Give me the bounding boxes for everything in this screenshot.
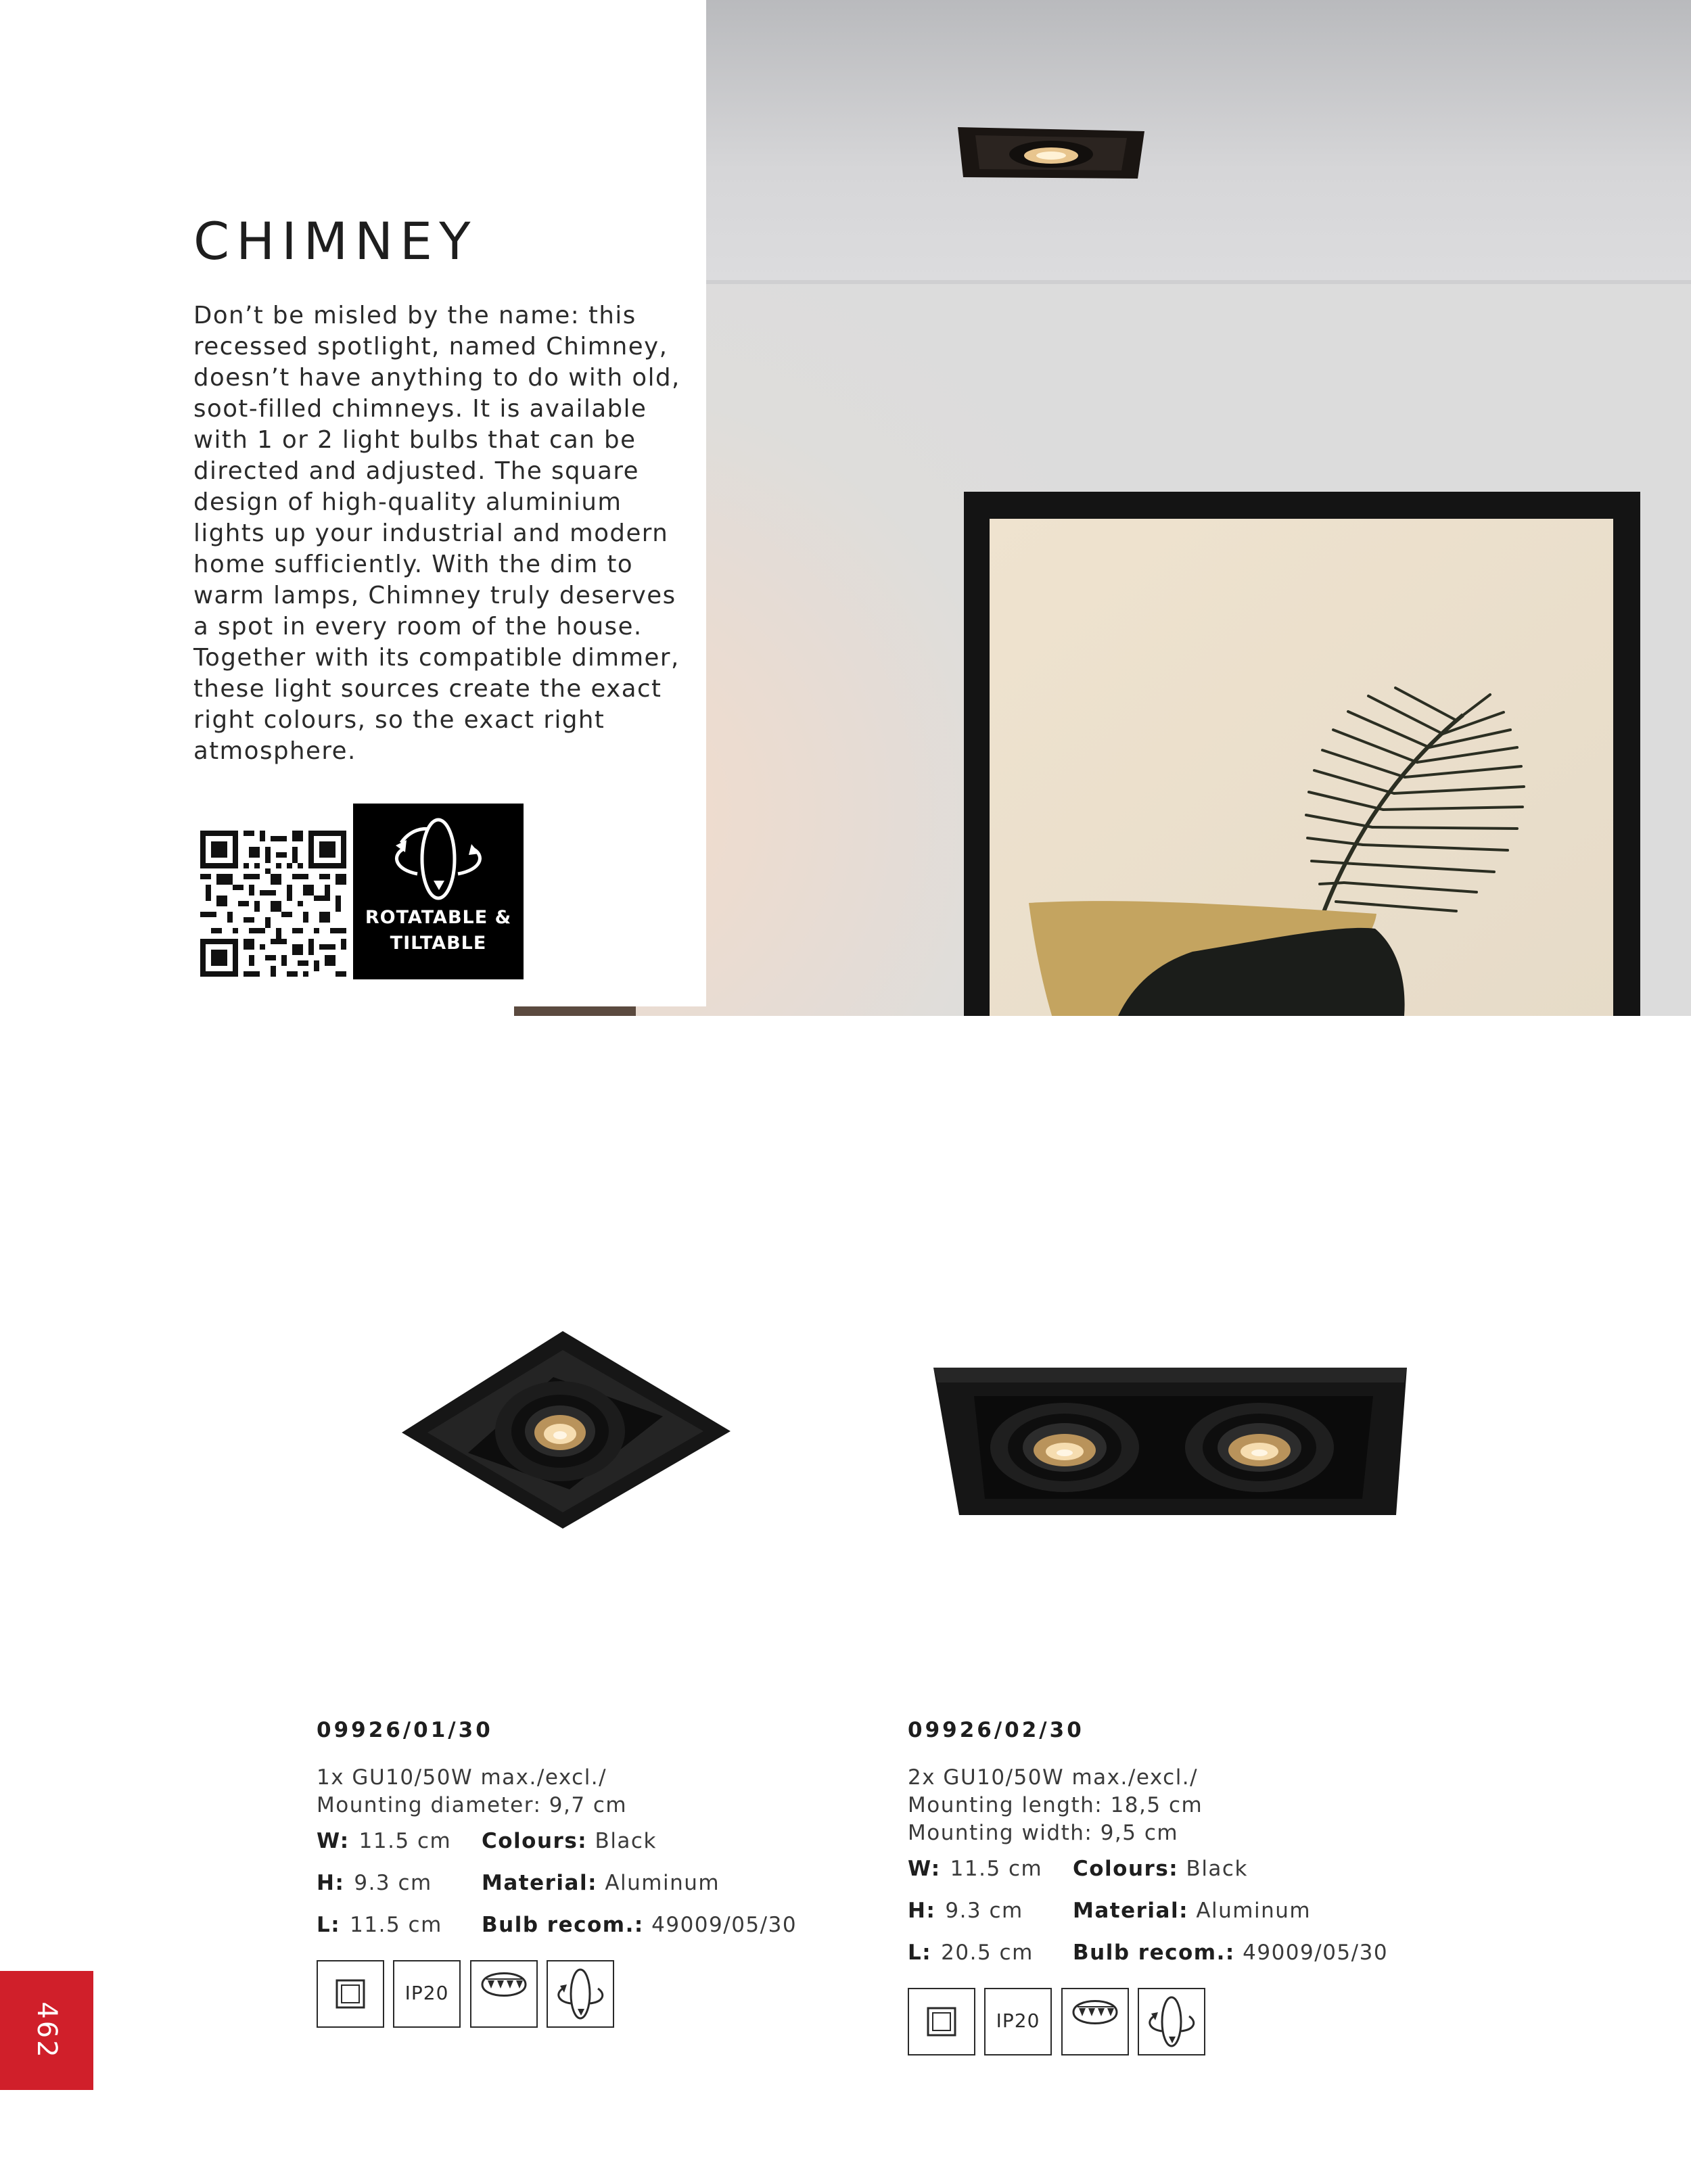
description-line: right colours, so the exact right (193, 706, 605, 734)
rotate-tilt-icon (1138, 1988, 1205, 2055)
description-line: lights up your industrial and modern (193, 519, 669, 547)
description-line: recessed spotlight, named Chimney, (193, 333, 668, 361)
ip-rating-icon (984, 1988, 1052, 2055)
material-label: Material: (482, 1871, 597, 1895)
spec-line: Mounting width: 9,5 cm (908, 1821, 1179, 1845)
badge-label-line: TILTABLE (390, 933, 487, 954)
spec-lines (317, 1764, 871, 1819)
length-label: L: (317, 1913, 341, 1937)
badge-label-line: ROTATABLE & (365, 907, 512, 928)
description-line: atmosphere. (193, 737, 356, 765)
recessed-mount-icon (908, 1988, 975, 2055)
width-label: W: (908, 1857, 941, 1881)
card-corner (514, 0, 706, 181)
product-code: 09926/02/30 (908, 1718, 1084, 1742)
colours-value: Black (1186, 1857, 1248, 1881)
page-number-tab (0, 1971, 93, 2090)
rotatable-tiltable-badge (353, 804, 524, 979)
colours-label: Colours: (1073, 1857, 1179, 1881)
description-line: a spot in every room of the house. (193, 613, 643, 641)
bulb-value: 49009/05/30 (651, 1913, 797, 1937)
rotate-tilt-icon (390, 816, 486, 902)
bulb-label: Bulb recom.: (1073, 1941, 1235, 1965)
product-spec-1 (317, 1718, 871, 2028)
dimension-table (908, 1857, 1462, 1982)
palm-leaf-vase-artwork (990, 519, 1613, 1016)
description-line: directed and adjusted. The square (193, 457, 639, 485)
length-value: 20.5 cm (941, 1941, 1034, 1965)
spec-lines (908, 1764, 1462, 1847)
artwork-canvas (990, 519, 1613, 1016)
product-code: 09926/01/30 (317, 1718, 493, 1742)
product-spec-2 (908, 1718, 1462, 2055)
width-value: 11.5 cm (358, 1829, 452, 1853)
spec-line: Mounting length: 18,5 cm (908, 1793, 1203, 1817)
height-label: H: (317, 1871, 345, 1895)
ip-rating: IP20 (404, 1982, 449, 2004)
length-label: L: (908, 1941, 932, 1965)
product-image-double (932, 1366, 1408, 1516)
dim-row-h (317, 1871, 871, 1913)
spec-line: Mounting diameter: 9,7 cm (317, 1793, 628, 1817)
dimension-table (317, 1829, 871, 1955)
height-value: 9.3 cm (945, 1899, 1023, 1923)
description-line: with 1 or 2 light bulbs that can be (193, 426, 636, 454)
description (193, 300, 694, 767)
description-line: these light sources create the exact (193, 675, 662, 703)
dim-row-w (908, 1857, 1462, 1899)
colours-value: Black (595, 1829, 657, 1853)
product-image-single (400, 1330, 732, 1533)
description-line: soot-filled chimneys. It is available (193, 395, 647, 423)
intro-card (0, 0, 706, 1006)
spec-line: 1x GU10/50W max./excl./ (317, 1765, 607, 1790)
ip-rating-icon (393, 1960, 461, 2028)
qr-code-icon[interactable] (200, 831, 346, 977)
description-line: warm lamps, Chimney truly deserves (193, 582, 676, 609)
framed-artwork (964, 492, 1640, 1016)
spec-line: 2x GU10/50W max./excl./ (908, 1765, 1199, 1790)
width-value: 11.5 cm (950, 1857, 1043, 1881)
bulb-value: 49009/05/30 (1243, 1941, 1389, 1965)
description-line: doesn’t have anything to do with old, (193, 364, 680, 392)
dim-row-w (317, 1829, 871, 1871)
material-value: Aluminum (605, 1871, 720, 1895)
badge-label (353, 905, 524, 956)
description-line: Don’t be misled by the name: this (193, 302, 636, 329)
bulb-label: Bulb recom.: (482, 1913, 644, 1937)
material-label: Material: (1073, 1899, 1188, 1923)
rotate-tilt-icon (547, 1960, 614, 2028)
ip-rating: IP20 (996, 2009, 1040, 2032)
feature-icons (317, 1960, 871, 2028)
material-value: Aluminum (1196, 1899, 1312, 1923)
length-value: 11.5 cm (350, 1913, 442, 1937)
ceiling-spotlight-photo (956, 126, 1146, 180)
description-line: home sufficiently. With the dim to (193, 551, 634, 578)
recessed-mount-icon (317, 1960, 384, 2028)
height-value: 9.3 cm (354, 1871, 432, 1895)
description-line: design of high-quality aluminium (193, 488, 622, 516)
page-title: CHIMNEY (193, 211, 478, 271)
dim-row-l (908, 1941, 1462, 1982)
dimmable-icon (1061, 1988, 1129, 2055)
description-line: Together with its compatible dimmer, (193, 644, 680, 672)
height-label: H: (908, 1899, 936, 1923)
dim-row-l (317, 1913, 871, 1955)
dim-row-h (908, 1899, 1462, 1941)
feature-icons (908, 1988, 1462, 2055)
width-label: W: (317, 1829, 350, 1853)
dimmable-icon (470, 1960, 538, 2028)
colours-label: Colours: (482, 1829, 588, 1853)
page-number: 462 (31, 2001, 62, 2060)
